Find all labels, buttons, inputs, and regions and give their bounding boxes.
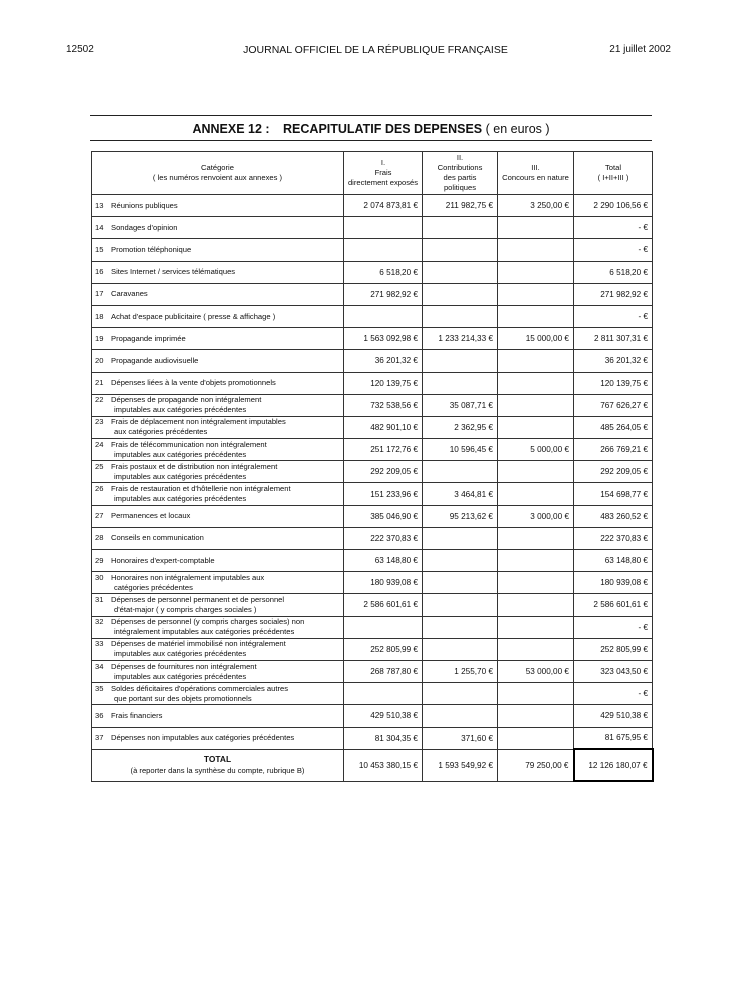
category-label bbox=[95, 334, 340, 344]
total-cell: 483 260,52 € bbox=[574, 505, 653, 527]
category-number: 15 bbox=[95, 244, 104, 254]
total-cell: 154 698,77 € bbox=[574, 483, 653, 505]
in-kind-cell bbox=[498, 483, 574, 505]
total-party-contributions: 1 593 549,92 € bbox=[423, 749, 498, 781]
category-label bbox=[95, 662, 340, 672]
party-contributions-cell: 1 255,70 € bbox=[423, 660, 498, 682]
category-label bbox=[95, 395, 340, 405]
category-cell bbox=[92, 550, 344, 572]
in-kind-cell bbox=[498, 416, 574, 438]
total-cell: 429 510,38 € bbox=[574, 705, 653, 727]
category-cell bbox=[92, 394, 344, 416]
category-label bbox=[95, 639, 340, 649]
category-cell bbox=[92, 350, 344, 372]
category-text: Honoraires non intégralement imputables aux bbox=[111, 572, 265, 582]
table-row bbox=[92, 261, 653, 283]
header-col1-line1: Frais bbox=[374, 168, 392, 177]
journal-title: JOURNAL OFFICIEL DE LA RÉPUBLIQUE FRANÇAISE bbox=[243, 44, 508, 56]
category-number: 29 bbox=[95, 555, 104, 565]
category-text: Frais de déplacement non intégralement imputables bbox=[111, 417, 286, 427]
category-text: Sites Internet / services télématiques bbox=[111, 267, 236, 277]
category-cell bbox=[92, 483, 344, 505]
table-row bbox=[92, 283, 653, 305]
category-number: 17 bbox=[95, 289, 104, 299]
table-row bbox=[92, 394, 653, 416]
category-cell bbox=[92, 572, 344, 594]
category-number: 14 bbox=[95, 222, 104, 232]
category-label bbox=[95, 267, 340, 277]
table-row bbox=[92, 305, 653, 327]
category-label bbox=[95, 289, 340, 299]
total-cell: 252 805,99 € bbox=[574, 638, 653, 660]
direct-costs-cell: 482 901,10 € bbox=[344, 416, 423, 438]
header-in-kind bbox=[498, 152, 574, 195]
party-contributions-cell bbox=[423, 283, 498, 305]
direct-costs-cell: 6 518,20 € bbox=[344, 261, 423, 283]
category-text: Conseils en communication bbox=[111, 533, 204, 543]
party-contributions-cell bbox=[423, 638, 498, 660]
table-row bbox=[92, 727, 653, 749]
in-kind-cell bbox=[498, 572, 574, 594]
annex-title bbox=[90, 122, 652, 136]
table-row bbox=[92, 483, 653, 505]
in-kind-cell bbox=[498, 705, 574, 727]
party-contributions-cell bbox=[423, 705, 498, 727]
in-kind-cell bbox=[498, 638, 574, 660]
total-label: TOTAL bbox=[203, 754, 232, 765]
total-note: (à reporter dans la synthèse du compte, rubrique B) bbox=[130, 766, 305, 776]
direct-costs-cell: 292 209,05 € bbox=[344, 461, 423, 483]
party-contributions-cell: 3 464,81 € bbox=[423, 483, 498, 505]
category-cell bbox=[92, 195, 344, 217]
category-cell bbox=[92, 505, 344, 527]
annex-unit: ( en euros ) bbox=[485, 122, 550, 136]
party-contributions-cell bbox=[423, 217, 498, 239]
category-number: 19 bbox=[95, 333, 104, 343]
table-row bbox=[92, 439, 653, 461]
category-number: 36 bbox=[95, 710, 104, 720]
header-col2-number: II. bbox=[456, 153, 464, 162]
category-cell bbox=[92, 261, 344, 283]
category-label bbox=[95, 417, 340, 427]
category-text: Dépenses de personnel permanent et de personnel bbox=[111, 594, 285, 604]
header-col2-line2: des partis bbox=[443, 173, 477, 182]
party-contributions-cell bbox=[423, 550, 498, 572]
category-number: 30 bbox=[95, 572, 104, 582]
category-cell bbox=[92, 217, 344, 239]
category-text: Dépenses de fournitures non intégralement bbox=[111, 661, 257, 671]
category-cell bbox=[92, 239, 344, 261]
direct-costs-cell: 222 370,83 € bbox=[344, 527, 423, 549]
direct-costs-cell: 385 046,90 € bbox=[344, 505, 423, 527]
total-cell: 2 811 307,31 € bbox=[574, 328, 653, 350]
table-row bbox=[92, 550, 653, 572]
header-direct-costs bbox=[344, 152, 423, 195]
party-contributions-cell bbox=[423, 683, 498, 705]
category-text: Réunions publiques bbox=[111, 200, 178, 210]
category-label bbox=[95, 684, 340, 694]
direct-costs-cell: 2 074 873,81 € bbox=[344, 195, 423, 217]
total-cell: 180 939,08 € bbox=[574, 572, 653, 594]
header-total bbox=[574, 152, 653, 195]
category-cell bbox=[92, 416, 344, 438]
total-cell: - € bbox=[574, 683, 653, 705]
party-contributions-cell bbox=[423, 594, 498, 616]
category-number: 22 bbox=[95, 395, 104, 405]
total-cell: 120 139,75 € bbox=[574, 372, 653, 394]
header-col3-line1: Concours en nature bbox=[502, 173, 569, 182]
total-cell: 292 209,05 € bbox=[574, 461, 653, 483]
header-col2-line1: Contributions bbox=[437, 163, 483, 172]
category-cell bbox=[92, 461, 344, 483]
direct-costs-cell bbox=[344, 239, 423, 261]
category-number: 31 bbox=[95, 594, 104, 604]
in-kind-cell: 3 250,00 € bbox=[498, 195, 574, 217]
table-row bbox=[92, 572, 653, 594]
category-text-continued: imputables aux catégories précédentes bbox=[114, 494, 247, 504]
direct-costs-cell: 1 563 092,98 € bbox=[344, 328, 423, 350]
category-label bbox=[95, 711, 340, 721]
category-text: Soldes déficitaires d'opérations commerciales autres bbox=[111, 683, 289, 693]
in-kind-cell: 53 000,00 € bbox=[498, 660, 574, 682]
category-text: Frais financiers bbox=[111, 710, 163, 720]
category-text: Dépenses de matériel immobilisé non intégralement bbox=[111, 639, 286, 649]
table-row bbox=[92, 594, 653, 616]
header-col2-line3: politiques bbox=[443, 183, 477, 192]
annex-main-title: RECAPITULATIF DES DEPENSES bbox=[283, 122, 483, 136]
direct-costs-cell bbox=[344, 683, 423, 705]
direct-costs-cell: 732 538,56 € bbox=[344, 394, 423, 416]
direct-costs-cell: 180 939,08 € bbox=[344, 572, 423, 594]
total-cell: 2 586 601,61 € bbox=[574, 594, 653, 616]
direct-costs-cell: 252 805,99 € bbox=[344, 638, 423, 660]
category-label bbox=[95, 617, 340, 627]
category-number: 16 bbox=[95, 267, 104, 277]
category-number: 20 bbox=[95, 355, 104, 365]
category-cell bbox=[92, 616, 344, 638]
direct-costs-cell: 63 148,80 € bbox=[344, 550, 423, 572]
party-contributions-cell: 2 362,95 € bbox=[423, 416, 498, 438]
total-cell: 222 370,83 € bbox=[574, 527, 653, 549]
category-number: 28 bbox=[95, 533, 104, 543]
table-row bbox=[92, 328, 653, 350]
party-contributions-cell: 10 596,45 € bbox=[423, 439, 498, 461]
total-cell: 323 043,50 € bbox=[574, 660, 653, 682]
direct-costs-cell: 81 304,35 € bbox=[344, 727, 423, 749]
category-number: 33 bbox=[95, 639, 104, 649]
category-number: 23 bbox=[95, 417, 104, 427]
total-cell: - € bbox=[574, 239, 653, 261]
party-contributions-cell bbox=[423, 261, 498, 283]
direct-costs-cell: 251 172,76 € bbox=[344, 439, 423, 461]
direct-costs-cell: 36 201,32 € bbox=[344, 350, 423, 372]
party-contributions-cell bbox=[423, 461, 498, 483]
party-contributions-cell bbox=[423, 616, 498, 638]
category-number: 18 bbox=[95, 311, 104, 321]
total-label-cell bbox=[92, 749, 344, 781]
in-kind-cell bbox=[498, 594, 574, 616]
total-cell: - € bbox=[574, 217, 653, 239]
category-label bbox=[95, 556, 340, 566]
category-cell bbox=[92, 283, 344, 305]
party-contributions-cell bbox=[423, 372, 498, 394]
total-cell: 271 982,92 € bbox=[574, 283, 653, 305]
grand-total: 12 126 180,07 € bbox=[574, 749, 653, 781]
category-label bbox=[95, 733, 340, 743]
total-cell: 63 148,80 € bbox=[574, 550, 653, 572]
total-cell: 36 201,32 € bbox=[574, 350, 653, 372]
total-cell: 767 626,27 € bbox=[574, 394, 653, 416]
category-text-continued: imputables aux catégories précédentes bbox=[114, 449, 247, 459]
category-text: Dépenses liées à la vente d'objets promotionnels bbox=[111, 378, 276, 388]
category-text-continued: imputables aux catégories précédentes bbox=[114, 649, 247, 659]
direct-costs-cell bbox=[344, 616, 423, 638]
total-cell: - € bbox=[574, 616, 653, 638]
in-kind-cell bbox=[498, 727, 574, 749]
header-party-contributions bbox=[423, 152, 498, 195]
category-text: Propagande imprimée bbox=[111, 333, 186, 343]
party-contributions-cell bbox=[423, 572, 498, 594]
total-cell: - € bbox=[574, 305, 653, 327]
category-text: Honoraires d'expert-comptable bbox=[111, 555, 215, 565]
table-row bbox=[92, 195, 653, 217]
direct-costs-cell: 268 787,80 € bbox=[344, 660, 423, 682]
in-kind-cell bbox=[498, 372, 574, 394]
category-cell bbox=[92, 727, 344, 749]
category-cell bbox=[92, 328, 344, 350]
table-row bbox=[92, 527, 653, 549]
category-text: Frais de télécommunication non intégralement bbox=[111, 439, 267, 449]
total-cell: 6 518,20 € bbox=[574, 261, 653, 283]
category-number: 25 bbox=[95, 461, 104, 471]
party-contributions-cell: 211 982,75 € bbox=[423, 195, 498, 217]
header-category-title: Catégorie bbox=[201, 163, 234, 172]
party-contributions-cell bbox=[423, 305, 498, 327]
total-cell: 266 769,21 € bbox=[574, 439, 653, 461]
category-cell bbox=[92, 683, 344, 705]
in-kind-cell bbox=[498, 350, 574, 372]
direct-costs-cell: 120 139,75 € bbox=[344, 372, 423, 394]
category-text: Frais postaux et de distribution non intégralement bbox=[111, 461, 278, 471]
category-text-continued: intégralement imputables aux catégories précédentes bbox=[114, 627, 295, 637]
party-contributions-cell: 1 233 214,33 € bbox=[423, 328, 498, 350]
direct-costs-cell: 271 982,92 € bbox=[344, 283, 423, 305]
category-text-continued: d'état-major ( y compris charges sociales ) bbox=[114, 604, 257, 614]
category-number: 26 bbox=[95, 484, 104, 494]
category-text: Propagande audiovisuelle bbox=[111, 355, 199, 365]
category-cell bbox=[92, 372, 344, 394]
category-number: 37 bbox=[95, 733, 104, 743]
total-row bbox=[92, 749, 653, 781]
category-text: Frais de restauration et d'hôtellerie non intégralement bbox=[111, 484, 291, 494]
publication-date: 21 juillet 2002 bbox=[609, 44, 671, 55]
category-label bbox=[95, 462, 340, 472]
party-contributions-cell bbox=[423, 527, 498, 549]
header-category bbox=[92, 152, 344, 195]
category-label bbox=[95, 201, 340, 211]
direct-costs-cell bbox=[344, 305, 423, 327]
category-label bbox=[95, 484, 340, 494]
category-text: Permanences et locaux bbox=[111, 511, 191, 521]
party-contributions-cell: 35 087,71 € bbox=[423, 394, 498, 416]
direct-costs-cell: 429 510,38 € bbox=[344, 705, 423, 727]
total-cell: 81 675,95 € bbox=[574, 727, 653, 749]
category-number: 35 bbox=[95, 683, 104, 693]
total-cell: 2 290 106,56 € bbox=[574, 195, 653, 217]
header-col1-line2: directement exposés bbox=[347, 178, 419, 187]
header-col1-number: I. bbox=[380, 158, 386, 167]
in-kind-cell bbox=[498, 283, 574, 305]
header-col4-line2: ( I+II+III ) bbox=[597, 173, 629, 182]
category-label bbox=[95, 223, 340, 233]
category-text-continued: aux catégories précédentes bbox=[114, 427, 208, 437]
category-text: Caravanes bbox=[111, 289, 148, 299]
category-label bbox=[95, 511, 340, 521]
annex-number: ANNEXE 12 : bbox=[192, 122, 270, 136]
in-kind-cell bbox=[498, 305, 574, 327]
category-text: Dépenses de personnel (y compris charges sociales) non bbox=[111, 617, 305, 627]
category-cell bbox=[92, 527, 344, 549]
category-label bbox=[95, 378, 340, 388]
category-text: Dépenses de propagande non intégralement bbox=[111, 395, 262, 405]
table-row bbox=[92, 660, 653, 682]
in-kind-cell bbox=[498, 616, 574, 638]
category-label bbox=[95, 573, 340, 583]
party-contributions-cell: 95 213,62 € bbox=[423, 505, 498, 527]
category-cell bbox=[92, 594, 344, 616]
in-kind-cell bbox=[498, 217, 574, 239]
header-col3-number: III. bbox=[531, 163, 540, 172]
party-contributions-cell bbox=[423, 350, 498, 372]
category-number: 21 bbox=[95, 378, 104, 388]
category-text: Achat d'espace publicitaire ( presse & affichage ) bbox=[111, 311, 276, 321]
direct-costs-cell: 151 233,96 € bbox=[344, 483, 423, 505]
title-rule-top bbox=[90, 115, 652, 116]
table-row bbox=[92, 217, 653, 239]
party-contributions-cell bbox=[423, 239, 498, 261]
direct-costs-cell bbox=[344, 217, 423, 239]
category-text-continued: que portant sur des objets promotionnels bbox=[114, 693, 252, 703]
table-row bbox=[92, 616, 653, 638]
in-kind-cell bbox=[498, 239, 574, 261]
category-text-continued: catégories précédentes bbox=[114, 582, 193, 592]
category-cell bbox=[92, 660, 344, 682]
direct-costs-cell: 2 586 601,61 € bbox=[344, 594, 423, 616]
category-text: Sondages d'opinion bbox=[111, 222, 178, 232]
total-direct-costs: 10 453 380,15 € bbox=[344, 749, 423, 781]
category-number: 32 bbox=[95, 617, 104, 627]
category-label bbox=[95, 595, 340, 605]
total-in-kind: 79 250,00 € bbox=[498, 749, 574, 781]
in-kind-cell bbox=[498, 461, 574, 483]
table-row bbox=[92, 372, 653, 394]
table-header-row bbox=[92, 152, 653, 195]
party-contributions-cell: 371,60 € bbox=[423, 727, 498, 749]
in-kind-cell bbox=[498, 550, 574, 572]
category-number: 27 bbox=[95, 511, 104, 521]
in-kind-cell: 5 000,00 € bbox=[498, 439, 574, 461]
category-number: 24 bbox=[95, 439, 104, 449]
in-kind-cell bbox=[498, 527, 574, 549]
table-row bbox=[92, 416, 653, 438]
category-text-continued: imputables aux catégories précédentes bbox=[114, 471, 247, 481]
category-label bbox=[95, 533, 340, 543]
category-number: 34 bbox=[95, 661, 104, 671]
category-cell bbox=[92, 305, 344, 327]
in-kind-cell bbox=[498, 394, 574, 416]
table-row bbox=[92, 705, 653, 727]
total-cell: 485 264,05 € bbox=[574, 416, 653, 438]
table-row bbox=[92, 683, 653, 705]
category-label bbox=[95, 245, 340, 255]
category-label bbox=[95, 440, 340, 450]
header-col4-line1: Total bbox=[604, 163, 622, 172]
category-text-continued: imputables aux catégories précédentes bbox=[114, 405, 247, 415]
table-row bbox=[92, 638, 653, 660]
title-rule-bottom bbox=[90, 140, 652, 141]
category-text-continued: imputables aux catégories précédentes bbox=[114, 671, 247, 681]
table-row bbox=[92, 350, 653, 372]
table-row bbox=[92, 505, 653, 527]
page-number: 12502 bbox=[66, 44, 94, 55]
category-cell bbox=[92, 638, 344, 660]
header-category-note: ( les numéros renvoient aux annexes ) bbox=[152, 173, 283, 182]
in-kind-cell bbox=[498, 683, 574, 705]
expenses-table bbox=[91, 151, 654, 782]
category-text: Dépenses non imputables aux catégories précédentes bbox=[111, 733, 295, 743]
in-kind-cell bbox=[498, 261, 574, 283]
table-row bbox=[92, 239, 653, 261]
category-cell bbox=[92, 439, 344, 461]
in-kind-cell: 15 000,00 € bbox=[498, 328, 574, 350]
in-kind-cell: 3 000,00 € bbox=[498, 505, 574, 527]
table-row bbox=[92, 461, 653, 483]
category-label bbox=[95, 312, 340, 322]
category-cell bbox=[92, 705, 344, 727]
category-text: Promotion téléphonique bbox=[111, 244, 192, 254]
category-number: 13 bbox=[95, 200, 104, 210]
category-label bbox=[95, 356, 340, 366]
